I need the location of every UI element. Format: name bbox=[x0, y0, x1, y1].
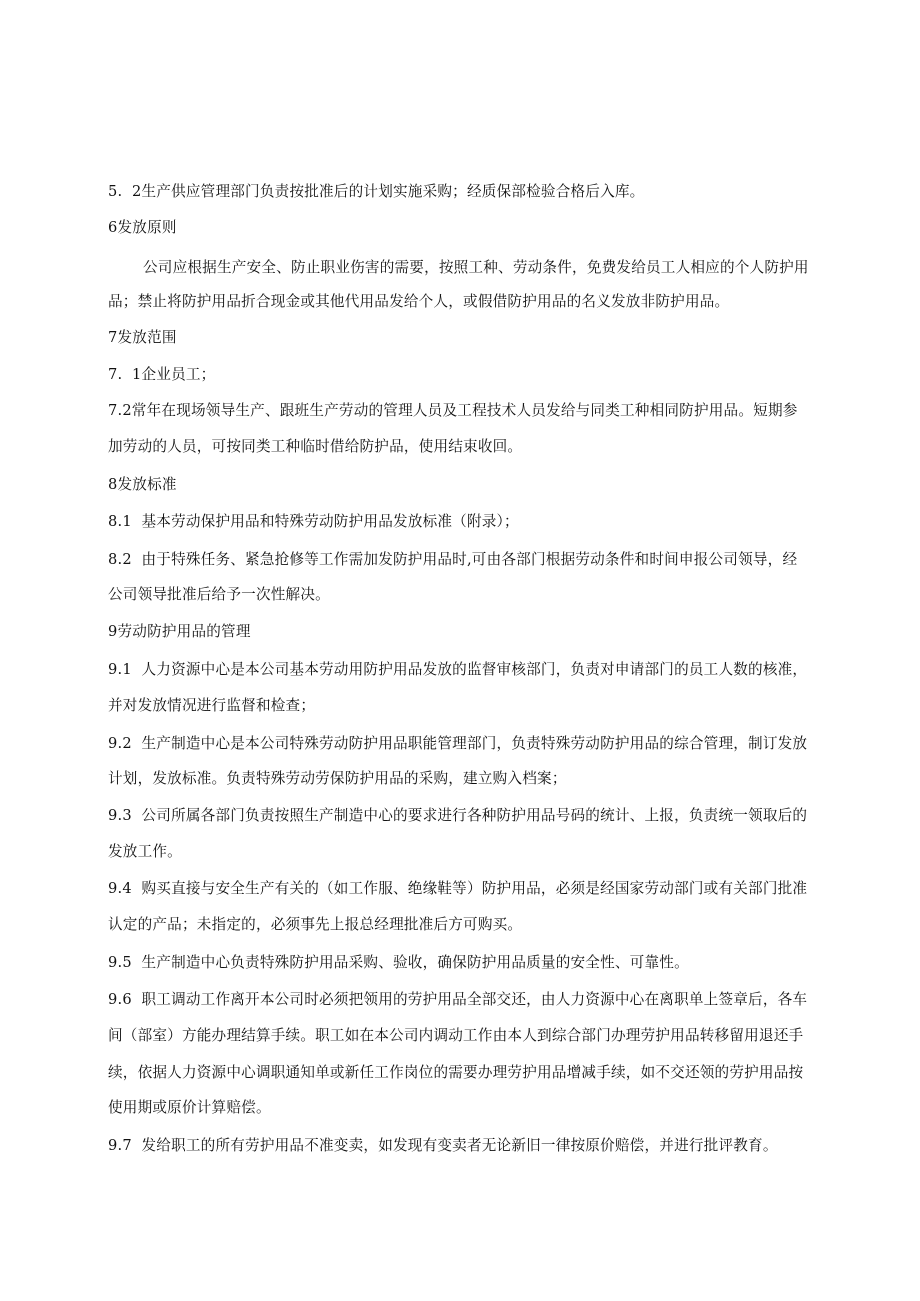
section-heading-8: 8发放标准 bbox=[108, 476, 177, 493]
text-line-9-6-d: 使用期或原价计算赔偿。 bbox=[108, 1099, 271, 1116]
text-line-8-2-b: 公司领导批准后给予一次性解决。 bbox=[108, 586, 330, 603]
text-line-9-6-c: 续，依据人力资源中心调职通知单或新任工作岗位的需要办理劳护用品增减手续，如不交还领的劳护用品按 bbox=[108, 1064, 804, 1081]
text-line-5-2: 5. 2生产供应管理部门负责按批准后的计划实施采购；经质保部检验合格后入库。 bbox=[108, 183, 645, 200]
section-heading-6: 6发放原则 bbox=[108, 219, 177, 236]
paragraph-6-line-1: 公司应根据生产安全、防止职业伤害的需要，按照工种、劳动条件，免费发给员工人相应的个人防护用 bbox=[143, 259, 809, 276]
section-heading-9: 9劳动防护用品的管理 bbox=[108, 623, 251, 640]
text-line-9-4-b: 认定的产品；未指定的，必须事先上报总经理批准后方可购买。 bbox=[108, 916, 523, 933]
text-line-9-3-b: 发放工作。 bbox=[108, 843, 182, 860]
text-line-9-5: 9.5 生产制造中心负责特殊防护用品采购、验收，确保防护用品质量的安全性、可靠性。 bbox=[108, 954, 689, 971]
text-line-9-7: 9.7 发给职工的所有劳护用品不准变卖，如发现有变卖者无论新旧一律按原价赔偿，并进行批评教育。 bbox=[108, 1137, 778, 1154]
text-line-9-1-b: 并对发放情况进行监督和检查； bbox=[108, 697, 316, 714]
text-line-7-2-a: 7.2常年在现场领导生产、跟班生产劳动的管理人员及工程技术人员发给与同类工种相同防护用品。短期参 bbox=[108, 402, 798, 419]
text-line-9-6-a: 9.6 职工调动工作离开本公司时必须把领用的劳护用品全部交还，由人力资源中心在离职单上签章后，各车 bbox=[108, 991, 808, 1008]
paragraph-6-line-2: 品；禁止将防护用品折合现金或其他代用品发给个人，或假借防护用品的名义发放非防护用品。 bbox=[108, 293, 730, 310]
text-line-7-2-b: 加劳动的人员，可按同类工种临时借给防护品，使用结束收回。 bbox=[108, 438, 523, 455]
text-line-9-2-b: 计划，发放标准。负责特殊劳动劳保防护用品的采购，建立购入档案； bbox=[108, 770, 567, 787]
text-line-9-4-a: 9.4 购买直接与安全生产有关的（如工作服、绝缘鞋等）防护用品，必须是经国家劳动部门或有关部门批准 bbox=[108, 880, 808, 897]
text-line-8-1: 8.1 基本劳动保护用品和特殊劳动防护用品发放标准（附录）； bbox=[108, 513, 519, 530]
text-line-9-6-b: 间（部室）方能办理结算手续。职工如在本公司内调动工作由本人到综合部门办理劳护用品转移留用退还手 bbox=[108, 1027, 804, 1044]
section-heading-7: 7发放范围 bbox=[108, 329, 177, 346]
text-line-9-3-a: 9.3 公司所属各部门负责按照生产制造中心的要求进行各种防护用品号码的统计、上报，负责统一领取后的 bbox=[108, 807, 808, 824]
text-line-7-1: 7. 1企业员工； bbox=[108, 366, 216, 383]
text-line-8-2-a: 8.2 由于特殊任务、紧急抢修等工作需加发防护用品时,可由各部门根据劳动条件和时间申报公司领导，经 bbox=[108, 551, 798, 568]
text-line-9-2-a: 9.2 生产制造中心是本公司特殊劳动防护用品职能管理部门，负责特殊劳动防护用品的综合管理，制订发放 bbox=[108, 735, 808, 752]
text-line-9-1-a: 9.1 人力资源中心是本公司基本劳动用防护用品发放的监督审核部门，负责对申请部门的员工人数的核准， bbox=[108, 661, 808, 678]
